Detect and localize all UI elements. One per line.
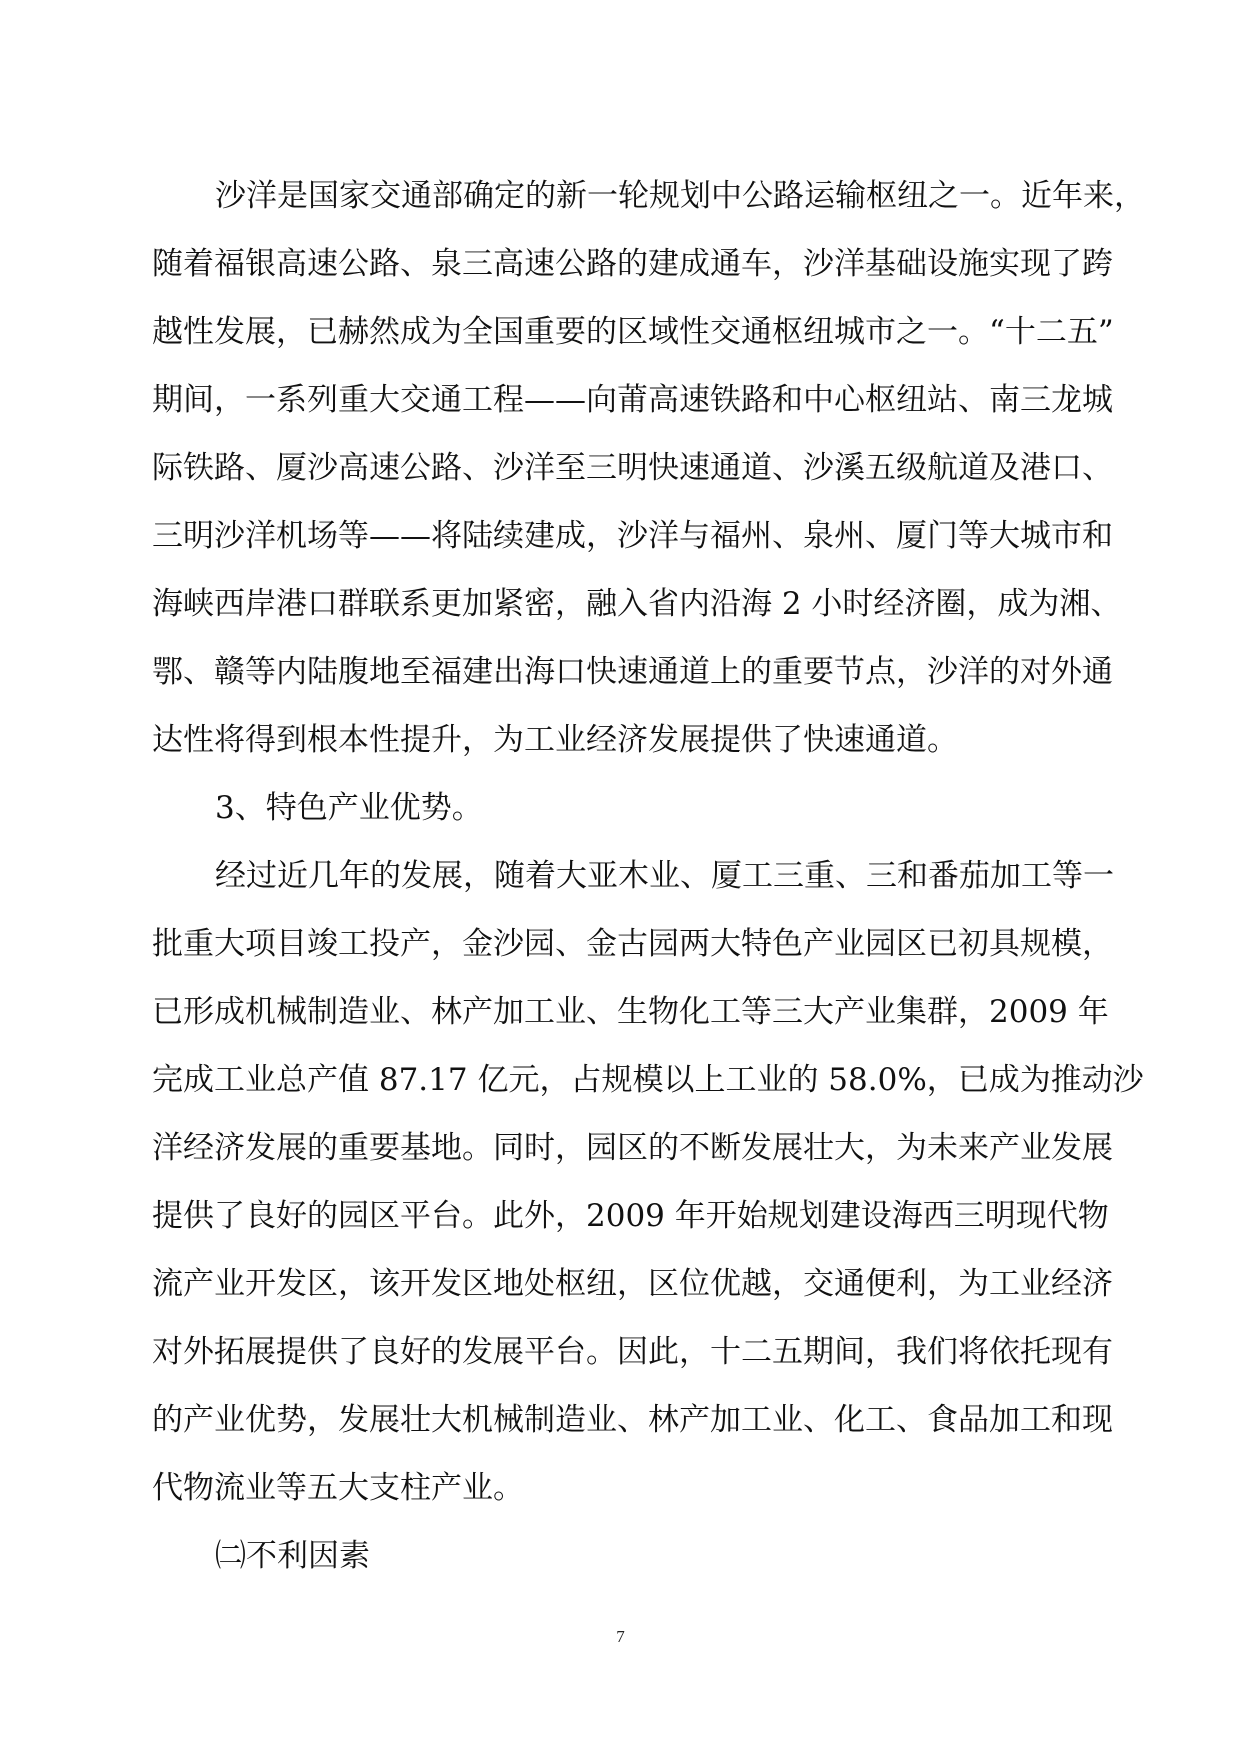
- paragraph-line: 代物流业等五大支柱产业。: [152, 1470, 524, 1506]
- paragraph-line: 沙洋是国家交通部确定的新一轮规划中公路运输枢纽之一。近年来，: [215, 178, 1145, 214]
- paragraph-line: 际铁路、厦沙高速公路、沙洋至三明快速通道、沙溪五级航道及港口、: [152, 450, 1113, 486]
- paragraph-line: 批重大项目竣工投产，金沙园、金古园两大特色产业园区已初具规模，: [152, 926, 1113, 962]
- paragraph-line: 提供了良好的园区平台。此外，2009 年开始规划建设海西三明现代物: [152, 1198, 1109, 1234]
- paragraph-line: 完成工业总产值 87.17 亿元，占规模以上工业的 58.0%，已成为推动沙: [152, 1062, 1144, 1098]
- paragraph-line: 三明沙洋机场等——将陆续建成，沙洋与福州、泉州、厦门等大城市和: [152, 518, 1113, 554]
- paragraph-line: 期间，一系列重大交通工程——向莆高速铁路和中心枢纽站、南三龙城: [152, 382, 1113, 418]
- paragraph-line: 洋经济发展的重要基地。同时，园区的不断发展壮大，为未来产业发展: [152, 1130, 1113, 1166]
- paragraph-line: 的产业优势，发展壮大机械制造业、林产加工业、化工、食品加工和现: [152, 1402, 1113, 1438]
- paragraph-line: 海峡西岸港口群联系更加紧密，融入省内沿海 2 小时经济圈，成为湘、: [152, 586, 1122, 622]
- paragraph-line: 已形成机械制造业、林产加工业、生物化工等三大产业集群，2009 年: [152, 994, 1109, 1030]
- paragraph-line: 越性发展，已赫然成为全国重要的区域性交通枢纽城市之一。“十二五”: [152, 314, 1114, 350]
- paragraph-line: 经过近几年的发展，随着大亚木业、厦工三重、三和番茄加工等一: [215, 858, 1114, 894]
- section-heading: ㈡不利因素: [215, 1538, 370, 1574]
- paragraph-line: 对外拓展提供了良好的发展平台。因此，十二五期间，我们将依托现有: [152, 1334, 1113, 1370]
- page-number: 7: [616, 1627, 625, 1646]
- paragraph-line: 随着福银高速公路、泉三高速公路的建成通车，沙洋基础设施实现了跨: [152, 246, 1113, 282]
- paragraph-line: 流产业开发区，该开发区地处枢纽，区位优越，交通便利，为工业经济: [152, 1266, 1113, 1302]
- paragraph-line: 鄂、赣等内陆腹地至福建出海口快速通道上的重要节点，沙洋的对外通: [152, 654, 1113, 690]
- body-text: [152, 162, 1145, 1590]
- section-heading: 3、特色产业优势。: [215, 790, 483, 826]
- paragraph-line: 达性将得到根本性提升，为工业经济发展提供了快速通道。: [152, 722, 958, 758]
